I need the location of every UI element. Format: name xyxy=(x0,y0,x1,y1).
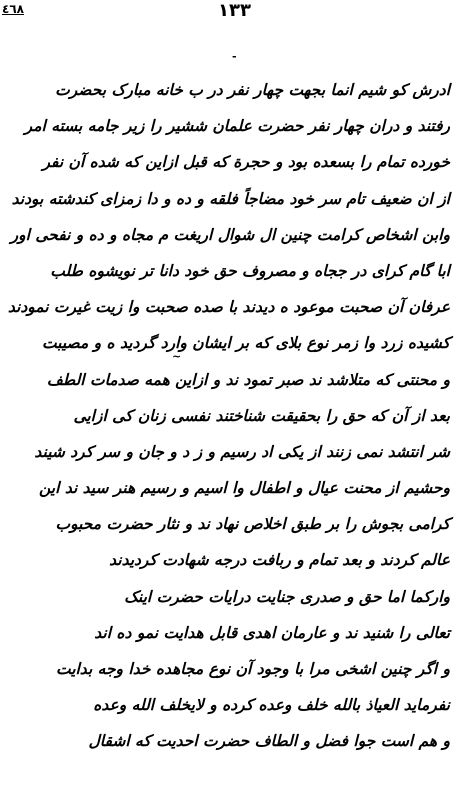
ink-mark: - xyxy=(232,50,237,63)
folio-number: ٤٦٨ xyxy=(2,2,24,16)
text-line: ادرش کو شیم انما بجهت چهار نفر در ب خانه مبارک بحضرت xyxy=(55,81,450,99)
text-line: تعالی را شنید ند و عارمان اهدی قابل هدایت نمو ده اند xyxy=(94,623,450,642)
text-line: وحشیم از محنت عیال و اطفال وا اسیم و رسیم هنر سید ند این xyxy=(39,479,450,498)
text-line: وابن اشخاص کرامت چنین ال شوال اریغت م مجاه و ده و نفحی اور xyxy=(10,225,450,244)
text-line: شر انتشد نمی زنند از یکی اد رسیم و ز د و جان و سر کرد شیند xyxy=(34,442,450,461)
text-line: خورده تمام را بسعده بود و حجرة که قبل ازاین که شده آن نفر xyxy=(42,153,450,172)
text-line: و محنتی که متلاشد ند صبر تمود ند و ازاین همه صدمات الطف xyxy=(46,370,450,389)
text-line: کرامی بجوش را بر طبق اخلاص نهاد ند و نثار حضرت محبوب xyxy=(55,515,450,534)
text-line: و اگر چنین اشخی مرا با وجود آن نوع مجاهده خدا وجه بدایت xyxy=(55,660,450,678)
page-number: ۱۳۳ xyxy=(218,0,251,21)
text-line: کشیده زرد وا زمر نوع بلای که بر ایشان وارد گردید ه و مصیبت xyxy=(41,334,450,353)
text-line: و هم است جوا فضل و الطاف حضرت احدیت که اشقال xyxy=(88,732,450,751)
body-text xyxy=(7,72,450,796)
text-line: از ان ضعیف تام سر خود مضاجاً فلقه و ده و دا زمزای کندشته بودند xyxy=(11,189,450,208)
text-line: عالم کردند و بعد تمام و ربافت درجه شهادت کردیدند xyxy=(109,551,450,570)
text-line: رفتند و دران چهار نفر حضرت علمان ششیر را زیر جامه بسته امر xyxy=(24,117,450,136)
text-line: ابا گام کرای در ججاه و مصروف حق خود دانا تر نویشوه طلب xyxy=(50,261,450,280)
text-line: بعد از آن که حق را بحقیقت شناختند نفسی زنان کی ازایی xyxy=(73,406,450,425)
text-line: عرفان آن صحبت موعود ه دیدند با صده صحبت وا زیت غیرت نمودند xyxy=(7,298,450,317)
text-line: نفرماید العیاذ بالله خلف وعده کرده و لایخلف الله وعده xyxy=(93,696,450,715)
ink-mark: ~ xyxy=(172,350,182,363)
text-line: وارکما اما حق و صدری جنایت درایات حضرت اینک xyxy=(124,587,450,606)
